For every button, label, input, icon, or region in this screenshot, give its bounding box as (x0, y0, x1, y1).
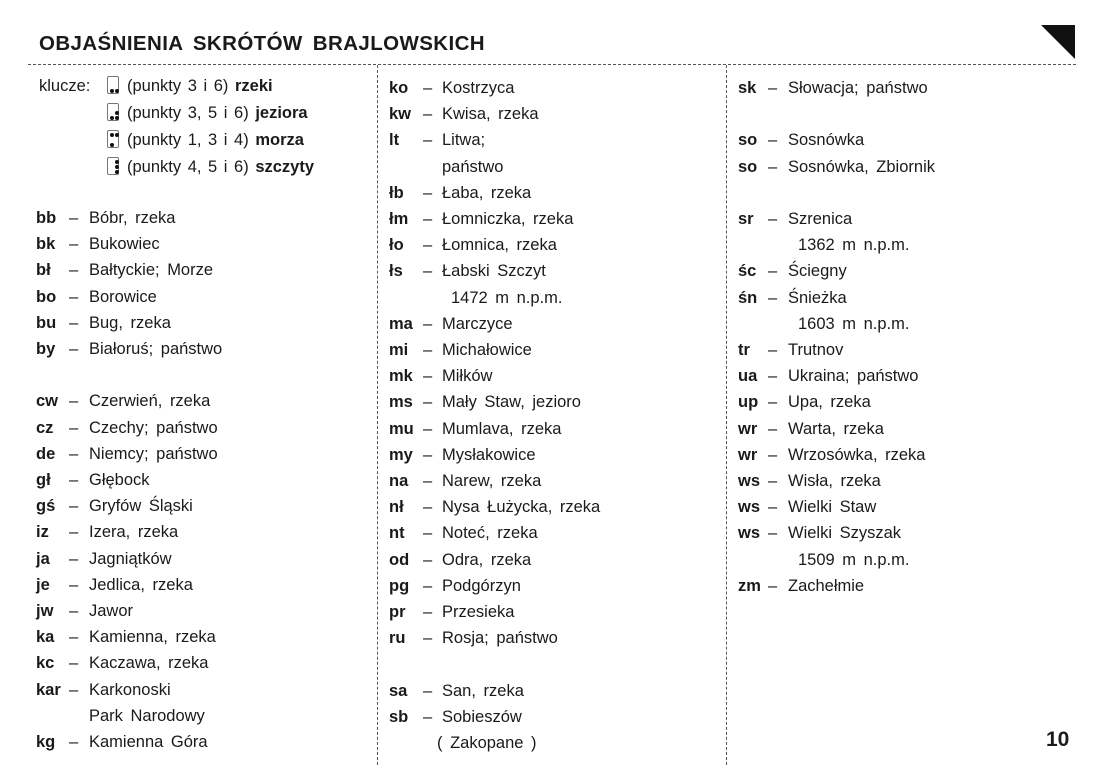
entry-dash: – (69, 628, 79, 647)
entry-continuation: ( Zakopane ) (437, 734, 537, 752)
key-item-points: (punkty 3, 5 i 6) (127, 104, 249, 122)
entry-dash: – (69, 340, 79, 358)
entry-description: Głębock (89, 471, 150, 489)
entry-abbreviation: ua (738, 367, 758, 386)
entry-description: Bug, rzeka (89, 313, 171, 332)
entry-dash: – (768, 419, 778, 438)
entry-abbreviation: śn (738, 288, 758, 307)
entry-abbreviation: pr (389, 603, 406, 621)
entry-dash: – (423, 367, 433, 386)
entry-abbreviation: mk (389, 367, 413, 386)
entry-description: Bukowiec (89, 235, 160, 254)
entry-dash: – (69, 733, 79, 751)
entry-description: Kamienna, rzeka (89, 628, 216, 647)
entry-dash: – (768, 445, 778, 464)
entry-dash: – (423, 681, 433, 700)
entry-dash: – (423, 603, 433, 621)
entry-description: San, rzeka (442, 681, 524, 700)
entry-abbreviation: kar (36, 680, 61, 699)
entry-description: Łomniczka, rzeka (442, 210, 574, 228)
entry-abbreviation: łm (389, 210, 409, 228)
entry-dash: – (423, 210, 433, 228)
corner-triangle-icon (1041, 25, 1075, 59)
entry-dash: – (423, 314, 433, 333)
key-item-meaning: morza (255, 131, 304, 149)
entry-description: Karkonoski (89, 680, 171, 699)
entry-abbreviation: łs (389, 262, 403, 281)
entry-dash: – (423, 341, 433, 359)
entry-abbreviation: so (738, 131, 758, 150)
key-item-points: (punkty 3 i 6) (127, 77, 229, 95)
key-label: klucze: (39, 77, 91, 95)
entry-description: Noteć, rzeka (442, 524, 538, 543)
entry-description: Wielki Staw (788, 498, 877, 517)
entry-description: Upa, rzeka (788, 393, 871, 412)
entry-abbreviation: up (738, 393, 759, 412)
entry-description: Łomnica, rzeka (442, 236, 557, 255)
column-divider-1 (377, 65, 378, 765)
entry-description: Mysłakowice (442, 445, 536, 464)
entry-dash: – (768, 367, 778, 386)
entry-abbreviation: kw (389, 105, 412, 124)
entry-abbreviation: ło (389, 236, 404, 255)
entry-dash: – (69, 235, 79, 254)
entry-abbreviation: śc (738, 262, 757, 281)
entry-dash: – (423, 629, 433, 648)
entry-abbreviation: ws (738, 524, 761, 543)
entry-dash: – (423, 393, 433, 412)
entry-description: Wrzosówka, rzeka (788, 445, 926, 464)
entry-description: Litwa; (442, 131, 486, 150)
entry-abbreviation: bu (36, 313, 57, 332)
entry-dash: – (768, 341, 778, 359)
entry-dash: – (69, 287, 79, 306)
entry-abbreviation: my (389, 445, 413, 464)
page-title: OBJAŚNIENIA SKRÓTÓW BRAJLOWSKICH (39, 32, 485, 55)
entry-abbreviation: pg (389, 576, 410, 595)
entry-description: Szrenica (788, 210, 853, 228)
entry-dash: – (69, 549, 79, 568)
entry-abbreviation: od (389, 550, 410, 569)
entry-abbreviation: mi (389, 341, 409, 359)
entry-abbreviation: gś (36, 497, 56, 516)
key-item (107, 103, 308, 123)
entry-description: Kaczawa, rzeka (89, 654, 209, 673)
entry-description: Jedlica, rzeka (89, 575, 193, 594)
entry-abbreviation: bb (36, 209, 57, 227)
entry-abbreviation: gł (36, 471, 51, 489)
key-item-meaning: szczyty (255, 158, 315, 176)
entry-dash: – (69, 680, 79, 699)
key-item (107, 157, 314, 177)
braille-cell-icon (107, 103, 119, 121)
entry-description: Wielki Szyszak (788, 524, 902, 543)
entry-abbreviation: ko (389, 79, 409, 97)
entry-dash: – (69, 209, 79, 227)
entry-dash: – (768, 576, 778, 595)
title-divider (28, 64, 1076, 65)
entry-abbreviation: sr (738, 210, 754, 228)
entry-abbreviation: lt (389, 131, 400, 150)
entry-description: Kostrzyca (442, 79, 515, 97)
entry-dash: – (768, 472, 778, 490)
entry-dash: – (69, 575, 79, 594)
key-item-meaning: jeziora (255, 104, 308, 122)
entry-continuation: 1603 m n.p.m. (798, 314, 910, 333)
entry-abbreviation: ws (738, 472, 761, 490)
entry-continuation: państwo (442, 157, 504, 176)
entry-abbreviation: by (36, 340, 56, 358)
entry-dash: – (69, 392, 79, 411)
entry-abbreviation: ws (738, 498, 761, 517)
entry-abbreviation: iz (36, 523, 49, 542)
entry-dash: – (423, 707, 433, 726)
entry-description: Mały Staw, jezioro (442, 393, 581, 412)
entry-abbreviation: tr (738, 341, 750, 359)
entry-description: Zachełmie (788, 576, 865, 595)
key-item (107, 130, 304, 150)
entry-description: Izera, rzeka (89, 523, 179, 542)
entry-abbreviation: ms (389, 393, 413, 412)
entry-abbreviation: bo (36, 287, 57, 306)
entry-continuation: 1509 m n.p.m. (798, 550, 910, 569)
entry-dash: – (423, 524, 433, 543)
key-item (107, 76, 273, 96)
entry-dash: – (423, 105, 433, 124)
entry-dash: – (423, 262, 433, 281)
entry-description: Miłków (442, 367, 493, 386)
entry-abbreviation: bk (36, 235, 56, 254)
entry-dash: – (768, 524, 778, 543)
entry-dash: – (768, 262, 778, 281)
entry-description: Sobieszów (442, 707, 522, 726)
entry-dash: – (768, 210, 778, 228)
entry-dash: – (423, 236, 433, 255)
entry-description: Nysa Łużycka, rzeka (442, 498, 601, 517)
entry-dash: – (768, 79, 778, 97)
key-item-points: (punkty 4, 5 i 6) (127, 158, 249, 176)
entry-description: Jagniątków (89, 549, 172, 568)
entry-description: Słowacja; państwo (788, 79, 928, 97)
entry-abbreviation: wr (738, 419, 758, 438)
entry-description: Gryfów Śląski (89, 497, 193, 516)
entry-description: Czerwień, rzeka (89, 392, 211, 411)
entry-description: Jawor (89, 602, 134, 620)
entry-description: Kwisa, rzeka (442, 105, 539, 124)
entry-description: Czechy; państwo (89, 418, 218, 437)
entry-abbreviation: ja (36, 549, 50, 568)
entry-abbreviation: sa (389, 681, 408, 700)
entry-description: Rosja; państwo (442, 629, 558, 648)
entry-description: Mumlava, rzeka (442, 419, 562, 438)
entry-abbreviation: na (389, 472, 409, 490)
entry-dash: – (69, 261, 79, 280)
entry-dash: – (69, 418, 79, 437)
entry-description: Borowice (89, 287, 157, 306)
entry-abbreviation: sb (389, 707, 409, 726)
entry-abbreviation: ma (389, 314, 413, 333)
entry-dash: – (423, 131, 433, 150)
entry-continuation: 1472 m n.p.m. (451, 288, 563, 307)
entry-description: Łaba, rzeka (442, 183, 532, 202)
entry-dash: – (768, 131, 778, 150)
entry-abbreviation: kg (36, 733, 56, 751)
entry-dash: – (69, 654, 79, 673)
page-number: 10 (1046, 728, 1070, 751)
entry-dash: – (423, 445, 433, 464)
entry-abbreviation: ru (389, 629, 406, 648)
entry-description: Wisła, rzeka (788, 472, 881, 490)
entry-continuation: 1362 m n.p.m. (798, 236, 910, 255)
entry-abbreviation: ka (36, 628, 55, 647)
entry-dash: – (768, 393, 778, 412)
entry-dash: – (768, 288, 778, 307)
entry-description: Przesieka (442, 603, 515, 621)
entry-dash: – (69, 471, 79, 489)
entry-dash: – (423, 550, 433, 569)
entry-dash: – (768, 157, 778, 176)
entry-description: Łabski Szczyt (442, 262, 546, 281)
entry-abbreviation: kc (36, 654, 55, 673)
entry-dash: – (69, 444, 79, 463)
entry-description: Warta, rzeka (788, 419, 884, 438)
entry-dash: – (423, 79, 433, 97)
braille-cell-icon (107, 76, 119, 94)
entry-description: Marczyce (442, 314, 513, 333)
entry-description: Bałtyckie; Morze (89, 261, 214, 280)
entry-description: Odra, rzeka (442, 550, 532, 569)
entry-dash: – (69, 497, 79, 516)
entry-description: Michałowice (442, 341, 532, 359)
entry-description: Sosnówka (788, 131, 865, 150)
entry-description: Bóbr, rzeka (89, 209, 176, 227)
key-item-points: (punkty 1, 3 i 4) (127, 131, 249, 149)
entry-dash: – (423, 183, 433, 202)
entry-continuation: Park Narodowy (89, 706, 205, 725)
entry-dash: – (423, 498, 433, 517)
entry-abbreviation: mu (389, 419, 414, 438)
entry-abbreviation: nt (389, 524, 405, 543)
entry-abbreviation: sk (738, 79, 757, 97)
entry-abbreviation: cw (36, 392, 59, 411)
key-item-meaning: rzeki (234, 77, 273, 95)
entry-abbreviation: je (36, 575, 50, 594)
entry-description: Ściegny (788, 262, 847, 281)
entry-abbreviation: nł (389, 498, 404, 517)
entry-abbreviation: so (738, 157, 758, 176)
entry-abbreviation: cz (36, 418, 54, 437)
braille-cell-icon (107, 157, 119, 175)
column-divider-2 (726, 65, 727, 765)
entry-dash: – (69, 602, 79, 620)
entry-description: Trutnov (788, 341, 844, 359)
entry-dash: – (423, 576, 433, 595)
entry-abbreviation: jw (36, 602, 54, 620)
entry-abbreviation: zm (738, 576, 761, 595)
entry-description: Narew, rzeka (442, 472, 542, 490)
entry-description: Ukraina; państwo (788, 367, 919, 386)
entry-dash: – (423, 472, 433, 490)
entry-abbreviation: wr (738, 445, 758, 464)
entry-dash: – (69, 523, 79, 542)
entry-abbreviation: łb (389, 183, 404, 202)
entry-abbreviation: de (36, 444, 56, 463)
entry-description: Kamienna Góra (89, 733, 208, 751)
entry-dash: – (768, 498, 778, 517)
entry-description: Sosnówka, Zbiornik (788, 157, 935, 176)
entry-dash: – (69, 313, 79, 332)
entry-dash: – (423, 419, 433, 438)
entry-abbreviation: bł (36, 261, 51, 280)
entry-description: Białoruś; państwo (89, 340, 223, 358)
entry-description: Niemcy; państwo (89, 444, 218, 463)
entry-description: Śnieżka (788, 288, 847, 307)
braille-cell-icon (107, 130, 119, 148)
entry-description: Podgórzyn (442, 576, 521, 595)
